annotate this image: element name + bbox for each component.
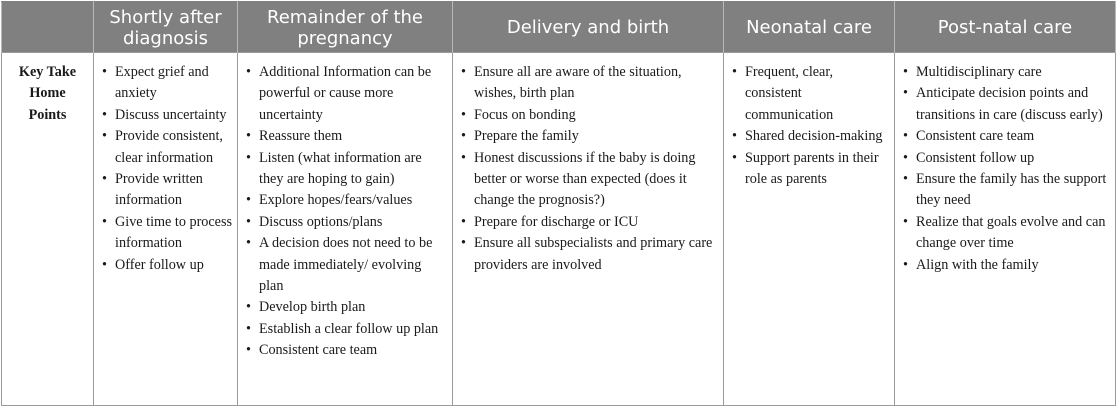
list-item: • Honest discussions if the baby is doing better or worse than expected (does it change the prognosis?)	[459, 148, 719, 212]
list-item: • Develop birth plan	[244, 297, 448, 318]
list-item: • Align with the family	[901, 255, 1111, 276]
list-item: • Expect grief and anxiety	[100, 62, 233, 105]
list-item: • Establish a clear follow up plan	[244, 319, 448, 340]
header-shortly-after-diagnosis: Shortly after diagnosis	[94, 2, 238, 53]
list-item: • Ensure all subspecialists and primary care providers are involved	[459, 233, 719, 276]
list-item: • Prepare for discharge or ICU	[459, 212, 719, 233]
list-item: • Discuss uncertainty	[100, 105, 233, 126]
header-post-natal-care: Post-natal care	[895, 2, 1116, 53]
list-item: • Offer follow up	[100, 255, 233, 276]
list-item: • Listen (what information are they are hoping to gain)	[244, 148, 448, 191]
header-remainder-of-pregnancy: Remainder of the pregnancy	[238, 2, 453, 53]
list-item: • Consistent follow up	[901, 148, 1111, 169]
list-item: • Reassure them	[244, 126, 448, 147]
cell-post-natal-care	[895, 53, 1116, 406]
list-item: • Focus on bonding	[459, 105, 719, 126]
bullet-list	[901, 62, 1111, 276]
list-item: • Explore hopes/fears/values	[244, 190, 448, 211]
row-label: Key Take Home Points	[2, 53, 94, 406]
list-item: • Prepare the family	[459, 126, 719, 147]
cell-neonatal-care	[724, 53, 895, 406]
list-item: • Consistent care team	[901, 126, 1111, 147]
bullet-list	[100, 62, 233, 276]
key-points-table	[1, 1, 1116, 406]
bullet-list	[459, 62, 719, 276]
list-item: • Provide written information	[100, 169, 233, 212]
list-item: • Additional Information can be powerful or cause more uncertainty	[244, 62, 448, 126]
bullet-list	[244, 62, 448, 362]
list-item: • Provide consistent, clear information	[100, 126, 233, 169]
header-delivery-and-birth: Delivery and birth	[453, 2, 724, 53]
cell-delivery-and-birth	[453, 53, 724, 406]
list-item: • Consistent care team	[244, 340, 448, 361]
list-item: • Ensure all are aware of the situation, wishes, birth plan	[459, 62, 719, 105]
list-item: • Give time to process information	[100, 212, 233, 255]
header-neonatal-care: Neonatal care	[724, 2, 895, 53]
table-row	[2, 53, 1116, 406]
list-item: • A decision does not need to be made immediately/ evolving plan	[244, 233, 448, 297]
header-empty	[2, 2, 94, 53]
list-item: • Realize that goals evolve and can change over time	[901, 212, 1111, 255]
list-item: • Shared decision-making	[730, 126, 890, 147]
cell-shortly-after-diagnosis	[94, 53, 238, 406]
list-item: • Frequent, clear, consistent communication	[730, 62, 890, 126]
list-item: • Ensure the family has the support they need	[901, 169, 1111, 212]
header-row	[2, 2, 1116, 53]
list-item: • Multidisciplinary care	[901, 62, 1111, 83]
bullet-list	[730, 62, 890, 190]
list-item: • Support parents in their role as parents	[730, 148, 890, 191]
list-item: • Discuss options/plans	[244, 212, 448, 233]
list-item: • Anticipate decision points and transitions in care (discuss early)	[901, 83, 1111, 126]
cell-remainder-of-pregnancy	[238, 53, 453, 406]
